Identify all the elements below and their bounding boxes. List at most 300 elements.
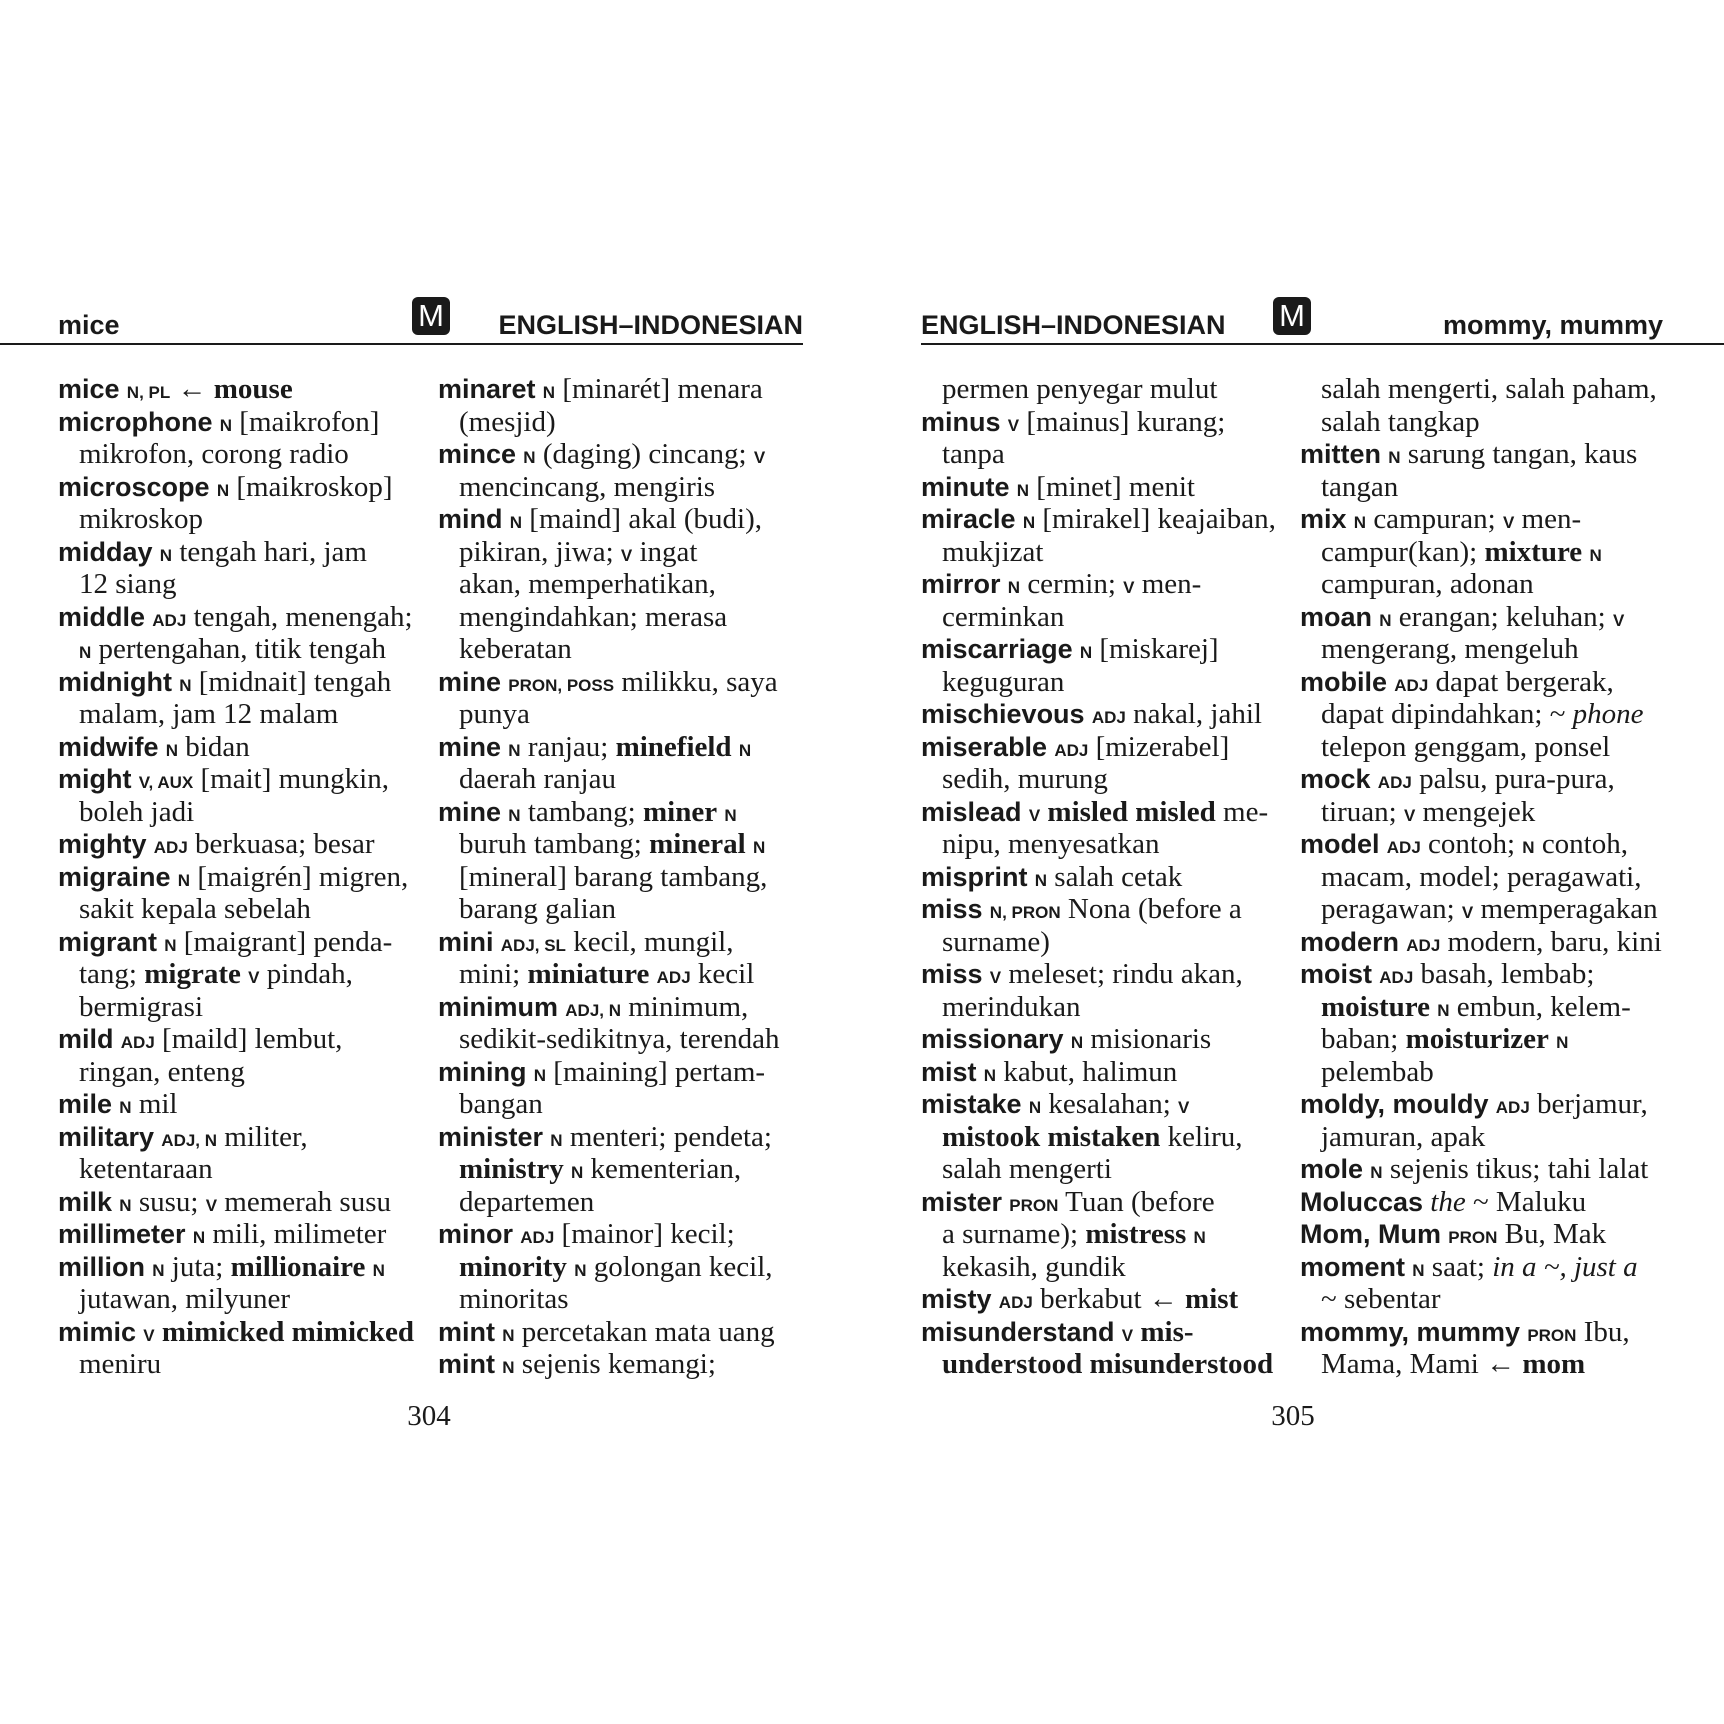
definition-text: campur(kan); xyxy=(1321,535,1485,568)
definition-text: meleset; rindu akan, xyxy=(1001,958,1243,990)
headword: misunderstand xyxy=(921,1316,1115,1347)
definition-text xyxy=(1064,1023,1071,1055)
entry-line xyxy=(58,731,250,764)
headword: mist xyxy=(921,1056,977,1087)
italic-text: in a ~, just a xyxy=(1492,1250,1638,1283)
definition-text xyxy=(171,861,178,893)
definition-text: bidan xyxy=(178,730,250,763)
headword: minister xyxy=(438,1121,544,1152)
definition-text: (daging) cincang; xyxy=(535,438,754,470)
part-of-speech: N xyxy=(523,448,536,467)
definition-text: [minarét] menara xyxy=(555,373,763,405)
part-of-speech: N xyxy=(724,805,737,825)
headword: mine xyxy=(438,796,502,827)
continuation-line xyxy=(58,1348,161,1381)
definition-text: [mizerabel] xyxy=(1088,730,1230,763)
part-of-speech: N xyxy=(1028,1098,1042,1117)
definition-text: ketentaraan xyxy=(79,1153,213,1185)
definition-text: ~ Maluku xyxy=(1465,1185,1587,1218)
continuation-line xyxy=(921,601,1064,634)
part-of-speech: V xyxy=(1612,610,1625,630)
continuation-line xyxy=(438,1283,569,1316)
part-of-speech: V xyxy=(1461,903,1474,922)
part-of-speech: N xyxy=(216,480,230,500)
headword: mister xyxy=(921,1186,1003,1217)
definition-text xyxy=(1001,406,1008,438)
definition-text: militer, xyxy=(217,1120,308,1153)
part-of-speech: N xyxy=(1022,513,1036,532)
part-of-speech: ADJ xyxy=(1394,675,1429,695)
running-head: mommy, mummy xyxy=(1442,310,1663,340)
continuation-line xyxy=(1300,633,1579,666)
headword: minor xyxy=(438,1219,514,1249)
definition-text: mengindahkan; merasa xyxy=(459,600,728,633)
entry-line xyxy=(58,1023,342,1056)
part-of-speech: ADJ xyxy=(1386,838,1421,857)
derived-form: ministry xyxy=(459,1153,564,1185)
part-of-speech: ADJ xyxy=(998,1293,1033,1312)
definition-text: permen penyegar mulut xyxy=(942,373,1218,405)
continuation-line xyxy=(921,1218,1206,1251)
definition-text xyxy=(132,763,139,795)
continuation-line xyxy=(1300,568,1534,601)
part-of-speech: N xyxy=(1388,448,1401,467)
entry-line xyxy=(921,471,1195,504)
continuation-line xyxy=(438,1186,594,1219)
derived-form: mimicked mimicked xyxy=(161,1315,414,1348)
column-left xyxy=(921,373,1276,1381)
part-of-speech: PRON, POSS xyxy=(508,675,615,695)
definition-text: [maigrén] migren, xyxy=(190,860,409,893)
headword: might xyxy=(58,764,132,794)
headword: mile xyxy=(58,1089,113,1119)
part-of-speech: ADJ, SL xyxy=(500,935,566,955)
definition-text: sejenis kemangi; xyxy=(514,1348,716,1380)
definition-text: sakit kepala sebelah xyxy=(79,893,311,925)
continuation-line xyxy=(438,1153,741,1186)
entry-line xyxy=(438,1218,735,1251)
part-of-speech: ADJ xyxy=(656,968,691,987)
headword: mild xyxy=(58,1024,114,1054)
derived-form: mistook mistaken xyxy=(942,1120,1161,1153)
headword: mice xyxy=(58,374,120,404)
headword: microphone xyxy=(58,406,213,437)
headword: migrant xyxy=(58,926,158,957)
continuation-line xyxy=(1300,1056,1434,1089)
part-of-speech: N xyxy=(219,415,233,435)
definition-text: embun, kelem- xyxy=(1449,990,1631,1023)
definition-text: keliru, xyxy=(1160,1120,1243,1153)
continuation-line xyxy=(1300,1348,1585,1381)
part-of-speech: N xyxy=(79,643,92,662)
part-of-speech: N xyxy=(574,1260,587,1280)
definition-text: malam, jam 12 malam xyxy=(79,698,339,730)
continuation-line xyxy=(921,828,1159,861)
definition-text: saat; xyxy=(1424,1250,1493,1283)
definition-text: keberatan xyxy=(459,633,572,665)
part-of-speech: ADJ, N xyxy=(161,1130,218,1150)
continuation-line xyxy=(58,991,203,1024)
definition-text: mengejek xyxy=(1415,795,1536,828)
definition-text: percetakan mata uang xyxy=(514,1315,775,1348)
continuation-line xyxy=(921,991,1081,1024)
definition-text: berjamur, xyxy=(1529,1088,1648,1120)
definition-text: juta; xyxy=(164,1250,231,1283)
part-of-speech: V, AUX xyxy=(138,773,194,792)
continuation-line xyxy=(438,1088,543,1121)
continuation-line xyxy=(438,1023,780,1056)
part-of-speech: N xyxy=(1007,578,1021,597)
continuation-line xyxy=(438,958,754,991)
entry-line xyxy=(1300,1251,1638,1284)
definition-text: sedikit-sedikitnya, terendah xyxy=(459,1023,780,1055)
definition-text: berkuasa; besar xyxy=(187,828,375,860)
definition-text xyxy=(186,1218,193,1250)
definition-text: me- xyxy=(1215,795,1269,828)
derived-form: mixture xyxy=(1484,535,1583,568)
part-of-speech: V xyxy=(1123,578,1135,597)
definition-text: [minet] menit xyxy=(1029,470,1195,503)
definition-text xyxy=(1016,503,1023,535)
continuation-line xyxy=(921,438,1005,471)
definition-text xyxy=(983,958,990,990)
definition-text xyxy=(1022,1088,1029,1120)
derived-form: migrate xyxy=(144,958,241,990)
definition-text: mencincang, mengiris xyxy=(459,470,716,503)
definition-text: tengah hari, jam xyxy=(172,535,367,568)
definition-text: sedih, murung xyxy=(942,763,1108,795)
italic-text: phone xyxy=(1572,698,1644,730)
continuation-line xyxy=(921,926,1050,959)
headword: mimic xyxy=(58,1316,137,1347)
definition-text xyxy=(1115,1316,1122,1348)
definition-text: dapat bergerak, xyxy=(1428,665,1614,698)
part-of-speech: N xyxy=(372,1260,385,1280)
entry-line xyxy=(438,373,763,406)
continuation-line xyxy=(58,796,194,829)
entry-line xyxy=(1300,1153,1648,1186)
definition-text: menteri; pendeta; xyxy=(562,1120,772,1153)
continuation-line xyxy=(921,763,1108,796)
continuation-line xyxy=(58,633,386,666)
entry-line xyxy=(921,633,1219,666)
headword: milk xyxy=(58,1186,113,1217)
entry-line xyxy=(58,1316,414,1349)
running-head: mice xyxy=(58,310,120,340)
definition-text: jutawan, milyuner xyxy=(79,1283,291,1315)
part-of-speech: N xyxy=(1016,480,1030,500)
definition-text: tanpa xyxy=(942,438,1005,470)
entry-line xyxy=(921,568,1201,601)
definition-text: campuran, adonan xyxy=(1321,568,1534,600)
part-of-speech: N xyxy=(550,1130,563,1150)
entry-line xyxy=(438,991,748,1024)
derived-form: mouse xyxy=(213,373,293,405)
entry-line xyxy=(438,796,737,829)
continuation-line xyxy=(438,633,572,666)
part-of-speech: V xyxy=(1502,513,1515,532)
part-of-speech: ADJ xyxy=(153,838,188,857)
part-of-speech: N xyxy=(1193,1228,1206,1247)
part-of-speech: N xyxy=(570,1163,584,1182)
continuation-line xyxy=(438,893,616,926)
definition-text: Tuan (before xyxy=(1058,1185,1215,1218)
entry-line xyxy=(1300,438,1637,471)
headword: midnight xyxy=(58,666,172,697)
part-of-speech: N xyxy=(1589,545,1602,565)
entry-line xyxy=(58,861,408,894)
definition-text: ~ sebentar xyxy=(1321,1283,1441,1315)
definition-text: 12 siang xyxy=(79,568,177,600)
definition-text: tengah, menengah; xyxy=(186,600,413,633)
continuation-line xyxy=(921,1348,1273,1381)
definition-text: ranjau; xyxy=(520,730,616,763)
part-of-speech: V xyxy=(1028,805,1041,825)
continuation-line xyxy=(438,1251,773,1284)
continuation-line xyxy=(921,1153,1112,1186)
definition-text xyxy=(983,893,990,925)
part-of-speech: ADJ, N xyxy=(565,1000,621,1020)
definition-text: akan, memperhatikan, xyxy=(459,568,716,600)
entry-line xyxy=(438,926,733,959)
headword: missionary xyxy=(921,1024,1064,1054)
headword: midwife xyxy=(58,731,159,762)
definition-text xyxy=(1347,503,1354,535)
headword: mitten xyxy=(1300,439,1381,469)
definition-text: sarung tangan, kaus xyxy=(1400,438,1638,470)
definition-text: Bu, Mak xyxy=(1497,1218,1607,1250)
headword: miss xyxy=(921,894,983,924)
entry-line xyxy=(1300,503,1581,536)
continuation-line xyxy=(438,861,767,894)
definition-text: contoh; xyxy=(1420,828,1523,860)
definition-text xyxy=(527,1056,534,1088)
definition-text: memerah susu xyxy=(217,1185,392,1218)
part-of-speech: N, PL xyxy=(126,383,171,402)
definition-text: pindah, xyxy=(259,958,353,990)
part-of-speech: N xyxy=(738,740,752,760)
definition-text: mikroskop xyxy=(79,503,204,535)
part-of-speech: N xyxy=(502,1325,515,1345)
definition-text: daerah ranjau xyxy=(459,763,616,795)
part-of-speech: N xyxy=(542,383,556,402)
column-right xyxy=(438,373,780,1381)
headword: minute xyxy=(921,471,1010,502)
definition-text: contoh, xyxy=(1534,828,1628,860)
continuation-line xyxy=(438,601,727,634)
part-of-speech: ADJ xyxy=(1379,968,1414,987)
definition-text xyxy=(155,1316,162,1348)
entry-line xyxy=(58,536,367,569)
definition-text xyxy=(732,731,739,763)
definition-text: pelembab xyxy=(1321,1055,1434,1088)
definition-text xyxy=(992,1283,999,1315)
headword: Moluccas xyxy=(1300,1186,1424,1217)
definition-text: punya xyxy=(459,698,530,730)
definition-text: [maind] akal (budi), xyxy=(522,503,763,535)
entry-line xyxy=(438,731,751,764)
page-number: 304 xyxy=(407,1400,451,1432)
entry-line xyxy=(438,1121,772,1154)
continuation-line xyxy=(1300,796,1535,829)
definition-text: cerminkan xyxy=(942,600,1065,633)
definition-text: [maigrant] penda- xyxy=(176,925,393,958)
definition-text: keguguran xyxy=(942,665,1065,698)
entry-line xyxy=(921,1023,1211,1056)
definition-text: (mesjid) xyxy=(459,405,556,438)
entry-line xyxy=(58,1251,385,1284)
definition-text xyxy=(1073,633,1080,665)
continuation-line xyxy=(1300,1283,1441,1316)
headword: miss xyxy=(921,959,983,989)
headword: mistake xyxy=(921,1089,1022,1119)
headword: moan xyxy=(1300,601,1373,632)
part-of-speech: N xyxy=(1079,643,1093,662)
continuation-line xyxy=(1300,991,1631,1024)
definition-text: kecil xyxy=(690,958,755,990)
definition-text: kekasih, gundik xyxy=(942,1250,1126,1283)
column-left xyxy=(58,373,414,1381)
part-of-speech: N xyxy=(509,513,523,532)
entry-line xyxy=(438,666,778,699)
definition-text xyxy=(120,373,127,405)
entry-line xyxy=(438,503,762,536)
definition-text: pikiran, jiwa; xyxy=(459,535,621,568)
definition-text: susu; xyxy=(131,1185,206,1218)
part-of-speech: N xyxy=(1556,1033,1569,1052)
continuation-line xyxy=(58,503,203,536)
definition-text xyxy=(1380,828,1387,860)
headword: mind xyxy=(438,504,503,534)
definition-text: telepon genggam, ponsel xyxy=(1321,730,1611,763)
continuation-line xyxy=(438,406,556,439)
headword: mommy, mummy xyxy=(1300,1316,1521,1347)
definition-text: baban; xyxy=(1321,1023,1406,1055)
definition-text: departemen xyxy=(459,1185,595,1218)
part-of-speech: V xyxy=(143,1325,155,1345)
definition-text: [miskarej] xyxy=(1092,633,1219,665)
headword: millimeter xyxy=(58,1219,186,1249)
headword: misprint xyxy=(921,861,1028,892)
definition-text: salah mengerti, salah paham, xyxy=(1321,373,1657,405)
entry-line xyxy=(58,1088,177,1121)
headword: Mom, Mum xyxy=(1300,1219,1441,1249)
definition-text xyxy=(1010,471,1017,503)
definition-text xyxy=(746,828,753,860)
column-right xyxy=(1300,373,1662,1381)
derived-form: misled misled xyxy=(1047,795,1216,828)
definition-text: macam, model; peragawati, xyxy=(1321,860,1642,893)
continuation-line xyxy=(58,958,353,991)
part-of-speech: N xyxy=(177,870,191,890)
definition-text: mili, milimeter xyxy=(205,1218,387,1250)
definition-text: Ibu, xyxy=(1576,1315,1630,1348)
continuation-line xyxy=(1300,536,1602,569)
entry-line xyxy=(58,471,393,504)
headword: microscope xyxy=(58,471,210,502)
definition-text: modern, baru, kini xyxy=(1440,925,1662,958)
headword: miracle xyxy=(921,504,1016,534)
headword: mirror xyxy=(921,569,1001,599)
derived-form: mistress xyxy=(1085,1218,1187,1250)
part-of-speech: ADJ xyxy=(1091,708,1126,727)
definition-text xyxy=(1022,796,1029,828)
headword: model xyxy=(1300,829,1380,859)
headword: moment xyxy=(1300,1251,1406,1282)
definition-text: tang; xyxy=(79,958,145,990)
definition-text: tangan xyxy=(1321,470,1399,503)
continuation-line xyxy=(1300,893,1658,926)
definition-text xyxy=(564,1153,571,1185)
part-of-speech: N, PRON xyxy=(989,903,1061,922)
part-of-speech: V xyxy=(1403,805,1416,825)
derived-form: mist xyxy=(1185,1283,1239,1315)
derived-form: moisture xyxy=(1321,990,1431,1023)
headword: mole xyxy=(1300,1154,1364,1184)
entry-line xyxy=(1300,926,1662,959)
continuation-line xyxy=(921,1251,1126,1284)
entry-line xyxy=(58,1218,386,1251)
definition-text: berkabut ← xyxy=(1032,1283,1186,1315)
headword: mine xyxy=(438,731,502,762)
headword: mislead xyxy=(921,796,1022,827)
entry-line xyxy=(921,1186,1215,1219)
entry-line xyxy=(921,893,1242,926)
definition-text: campuran; xyxy=(1366,503,1503,535)
entry-line xyxy=(1300,1218,1606,1251)
definition-text: cermin; xyxy=(1020,568,1124,600)
headword: mint xyxy=(438,1349,495,1379)
continuation-line xyxy=(1300,731,1610,764)
continuation-line xyxy=(58,568,176,601)
headword: misty xyxy=(921,1284,992,1314)
definition-text xyxy=(159,731,166,763)
definition-text: palsu, pura-pura, xyxy=(1411,763,1615,795)
headword: mock xyxy=(1300,764,1371,794)
headword: mischievous xyxy=(921,699,1085,729)
derived-form: moisturizer xyxy=(1405,1023,1549,1055)
entry-line xyxy=(1300,1088,1648,1121)
definition-text: nipu, menyesatkan xyxy=(942,828,1160,860)
continuation-line xyxy=(921,666,1064,699)
headword: minimum xyxy=(438,991,559,1022)
definition-text: milikku, saya xyxy=(614,665,778,698)
part-of-speech: N xyxy=(1353,513,1367,532)
part-of-speech: ADJ xyxy=(152,610,187,630)
letter-tab: M xyxy=(412,297,450,335)
entry-line xyxy=(921,698,1262,731)
entry-line xyxy=(1300,828,1628,861)
derived-form: minefield xyxy=(615,730,732,763)
definition-text: surname) xyxy=(942,925,1050,958)
definition-text xyxy=(503,503,510,535)
entry-line xyxy=(58,926,392,959)
part-of-speech: N xyxy=(1522,838,1535,857)
part-of-speech: ADJ xyxy=(1377,773,1412,792)
part-of-speech: N xyxy=(1070,1033,1084,1052)
definition-text xyxy=(1186,1218,1193,1250)
continuation-line xyxy=(438,568,716,601)
definition-text xyxy=(1085,698,1092,730)
part-of-speech: N xyxy=(752,838,766,857)
derived-form: mom xyxy=(1522,1348,1586,1380)
definition-text: men- xyxy=(1134,568,1202,600)
definition-text xyxy=(153,536,160,568)
headword: moist xyxy=(1300,959,1373,989)
entry-line xyxy=(58,1121,308,1154)
continuation-line xyxy=(438,828,765,861)
continuation-line xyxy=(921,1121,1242,1154)
